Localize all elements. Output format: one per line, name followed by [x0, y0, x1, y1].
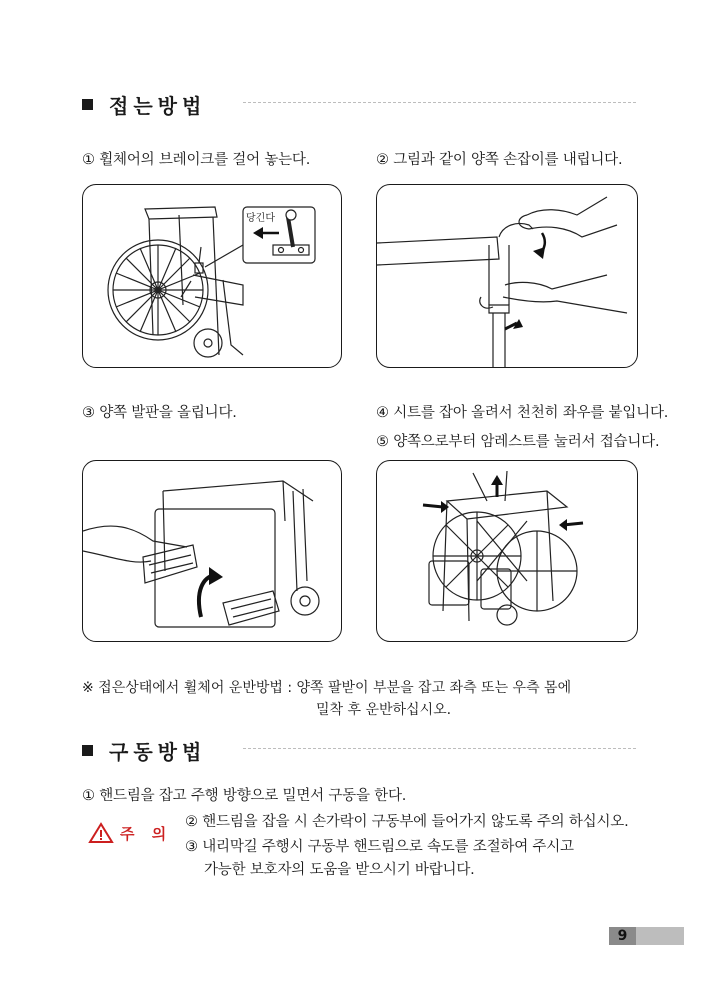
- figure-footrest: [82, 460, 342, 642]
- section-fold-header: [82, 90, 206, 119]
- footrest-raising-illustration: [83, 461, 341, 641]
- section-fold-title: 접는방법: [109, 94, 207, 118]
- transport-note-line-2: 밀착 후 운반하십시오.: [316, 702, 452, 718]
- section-divider: [243, 748, 636, 749]
- caution-item-2: ② 핸드림을 잡을 시 손가락이 구동부에 들어가지 않도록 주의 하십시오.: [185, 814, 629, 830]
- fold-step-2: ② 그림과 같이 양쪽 손잡이를 내립니다.: [376, 152, 623, 168]
- warning-triangle-icon: [88, 822, 114, 844]
- caution-item-3: ③ 내리막길 주행시 구동부 핸드림으로 속도를 조절하여 주시고: [185, 839, 574, 855]
- fold-step-3: ③ 양쪽 발판을 올립니다.: [82, 405, 237, 421]
- section-divider: [243, 102, 636, 103]
- figure-folding: [376, 460, 638, 642]
- caution-text: 주 의: [120, 824, 173, 843]
- drive-step-1: ① 핸드림을 잡고 주행 방향으로 밀면서 구동을 한다.: [82, 788, 407, 804]
- section-drive-title: 구동방법: [109, 740, 207, 764]
- caution-item-3-continued: 가능한 보호자의 도움을 받으시기 바랍니다.: [204, 862, 475, 878]
- wheelchair-brake-illustration: [83, 185, 341, 367]
- figure-brake: [82, 184, 342, 368]
- caution-label: [88, 822, 172, 844]
- fold-step-1: ① 휠체어의 브레이크를 걸어 놓는다.: [82, 152, 311, 168]
- page-number-bar: [636, 927, 684, 945]
- figure-handles: [376, 184, 638, 368]
- section-bullet-icon: [82, 99, 93, 110]
- callout-pull-text: 당긴다: [246, 213, 275, 224]
- fold-step-4: ④ 시트를 잡아 올려서 천천히 좌우를 붙입니다.: [376, 405, 669, 421]
- transport-note-line-1: ※ 접은상태에서 휠체어 운반방법 : 양쪽 팔받이 부분을 잡고 좌측 또는 우측 몸에: [82, 680, 572, 696]
- section-bullet-icon: [82, 745, 93, 756]
- wheelchair-folding-illustration: [377, 461, 637, 641]
- fold-step-5: ⑤ 양쪽으로부터 암레스트를 눌러서 접습니다.: [376, 434, 660, 450]
- page-number: 9: [609, 927, 636, 945]
- handle-lowering-illustration: [377, 185, 637, 367]
- section-drive-header: [82, 736, 206, 765]
